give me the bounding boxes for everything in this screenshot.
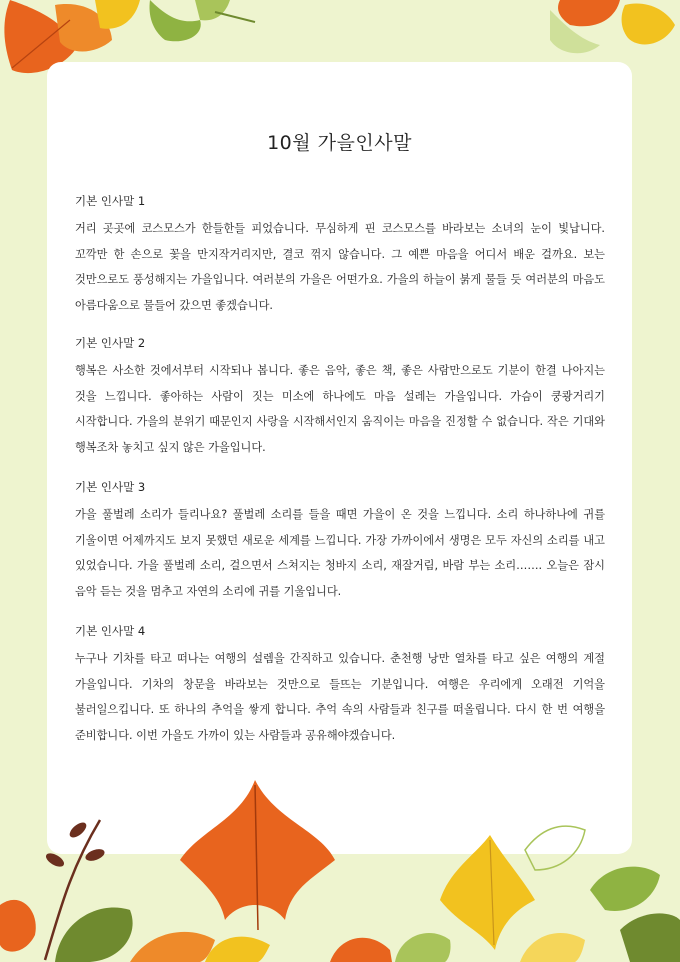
section-heading: 기본 인사말 1	[75, 194, 146, 208]
yellow-leaf-icon	[520, 933, 585, 962]
green-leaf-icon	[590, 867, 660, 911]
greeting-section-4	[75, 622, 605, 748]
green-leaf-icon	[150, 0, 201, 41]
orange-leaf-icon	[558, 0, 620, 26]
section-heading: 기본 인사말 4	[75, 624, 146, 638]
section-body: 누구나 기차를 타고 떠나는 여행의 설렘을 간직하고 있습니다. 춘천행 낭만 열차를 타고 싶은 여행의 계절 가을입니다. 기차의 창문을 바라보는 것만으로 들뜨는 기분입니다. 여행은 우리에게 오래전 기억을 불러일으킵니다. 또 하나의 추억을 쌓게 합니다. 추억 속의 사람들과 친구를 떠올립니다. 다시 한 번 여행을 준비합니다. 이번 가을도 가까이 있는 사람들과 공유해야겠습니다.	[75, 652, 605, 742]
brown-leaf-icon	[84, 847, 106, 863]
content-panel	[47, 62, 632, 854]
section-body: 거리 곳곳에 코스모스가 한들한들 피었습니다. 무심하게 핀 코스모스를 바라보는 소녀의 눈이 빛납니다. 꼬깍만 한 손으로 꽃을 만지작거리지만, 결코 꺾지 않습니다. 그 예쁜 마음을 어디서 배운 걸까요. 보는 것만으로도 풍성해지는 가을입니다. 여러분의 가을은 어떤가요. 가을의 하늘이 붉게 물들 듯 여러분의 마음도 아름다움으로 물들어 갔으면 좋겠습니다.	[75, 222, 605, 312]
section-body: 가을 풀벌레 소리가 들리나요? 풀벌레 소리를 들을 때면 가을이 온 것을 느낍니다. 소리 하나하나에 귀를 기울이면 어제까지도 보지 못했던 새로운 세계를 느낍니다. 가장 가까이에서 생명은 모두 자신의 소리를 내고 있었습니다. 가을 풀벌레 소리, 걸으면서 스쳐지는 청바지 소리, 재잘거림, 바람 부는 소리……. 오늘은 잠시 음악 듣는 것을 멈추고 자연의 소리에 귀를 기울입니다.	[75, 508, 605, 598]
section-heading: 기본 인사말 3	[75, 480, 146, 494]
greeting-section-3	[75, 478, 605, 604]
page-title: 10월 가을인사말	[267, 132, 412, 154]
branch-icon	[215, 12, 255, 22]
brown-leaf-icon	[44, 851, 66, 870]
brown-leaf-icon	[67, 820, 89, 841]
bottom-leaves-decoration	[0, 760, 680, 962]
greeting-section-1	[75, 192, 605, 318]
orange-leaf-icon	[0, 900, 36, 952]
yellow-leaf-icon	[622, 4, 675, 45]
section-body: 행복은 사소한 것에서부터 시작되나 봅니다. 좋은 음악, 좋은 책, 좋은 사람만으로도 기분이 한결 나아지는 것을 느낍니다. 좋아하는 사람이 짓는 미소에 하나에도 마음 설레는 가을입니다. 가슴이 쿵쾅거리기 시작합니다. 가을의 분위기 때문인지 사랑을 시작해서인지 움직이는 마음을 진정할 수 없습니다. 작은 기대와 행복조차 놓치고 싶지 않은 가을입니다.	[75, 364, 605, 454]
green-leaf-icon	[395, 933, 451, 962]
greeting-section-2	[75, 334, 605, 460]
section-heading: 기본 인사말 2	[75, 336, 146, 350]
green-leaf-icon	[195, 0, 230, 20]
green-leaf-icon	[620, 913, 680, 962]
yellow-leaf-icon	[95, 0, 140, 29]
green-leaf-icon	[525, 826, 585, 870]
yellow-leaf-icon	[440, 835, 535, 950]
orange-leaf-icon	[130, 932, 215, 962]
green-leaf-icon	[55, 907, 133, 962]
orange-leaf-icon	[330, 938, 392, 962]
